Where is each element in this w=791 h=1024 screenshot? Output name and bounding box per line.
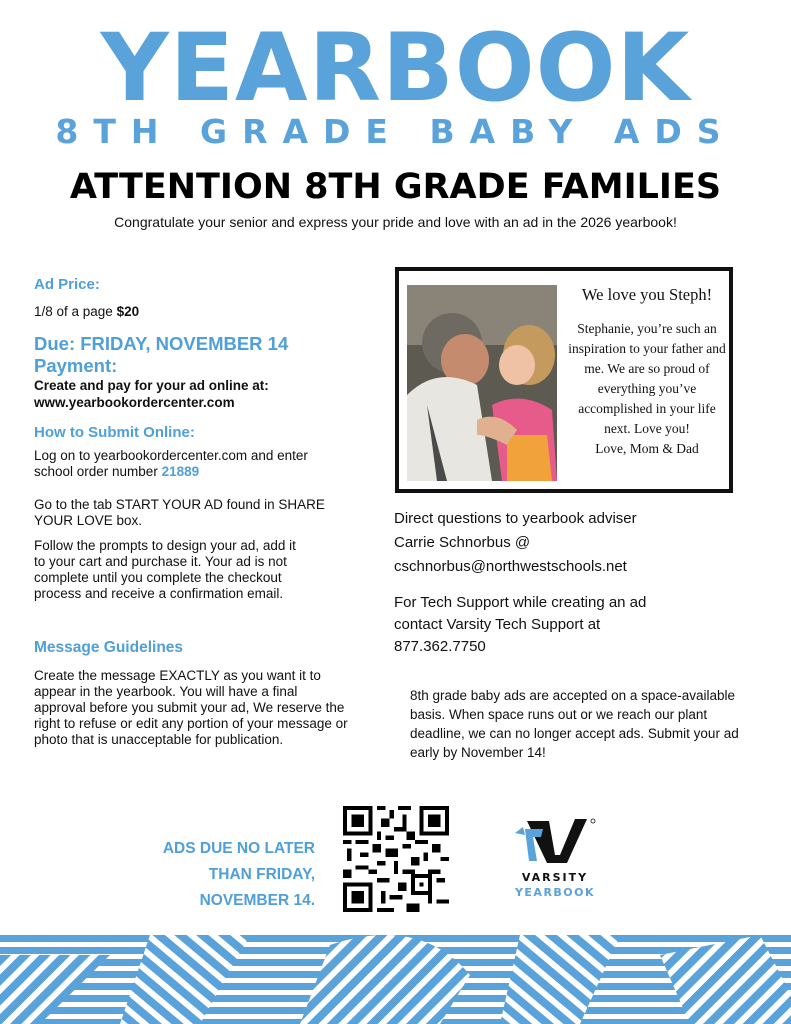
price-text: 1/8 of a page [34, 304, 113, 319]
sample-ad-photo [407, 285, 557, 481]
decorative-stripes [0, 935, 791, 1024]
price-value: $20 [116, 304, 140, 319]
payment-url[interactable]: www.yearbookordercenter.com [34, 395, 235, 410]
submit-step-1 [34, 448, 349, 480]
deadline-notice [140, 836, 315, 914]
tech-line-2: contact Varsity Tech Support at [394, 616, 601, 633]
attention-heading: ATTENTION 8TH GRADE FAMILIES [69, 167, 722, 207]
deadline-line-1: ADS DUE NO LATER [162, 840, 315, 857]
price-heading: Ad Price: [34, 276, 100, 293]
plant-deadline-note: 8th grade baby ads are accepted on a space-available basis. When space runs out or we reach our plant deadline, we can no longer accept ads. Submit your ad early by November 14! [410, 688, 739, 760]
due-date: Due: FRIDAY, NOVEMBER 14 [34, 333, 289, 354]
guidelines-heading: Message Guidelines [34, 639, 184, 656]
questions-block [394, 508, 734, 578]
price-line [34, 304, 354, 320]
tagline: Congratulate your senior and express your pride and love with an ad in the 2026 yearbook! [114, 214, 677, 230]
deadline-line-2: THAN FRIDAY, [208, 866, 315, 883]
payment-heading: Payment: [34, 355, 118, 376]
payment-instructions [34, 377, 354, 411]
submit-step-3: Follow the prompts to design your ad, add it to your cart and purchase it. Your ad is not complete until you complete the checkout process and receive a confirmation email. [34, 538, 296, 601]
page-title: YEARBOOK [100, 14, 691, 123]
submit-step-1-text: Log on to yearbookordercenter.com and enter school order number [34, 448, 308, 479]
sample-ad [395, 267, 733, 493]
sample-ad-message [565, 285, 729, 459]
deadline-line-3: NOVEMBER 14. [199, 892, 315, 909]
page-subtitle: 8TH GRADE BABY ADS [55, 112, 736, 151]
sample-ad-body: Stephanie, you’re such an inspiration to your father and me. We are so proud of everything you’ve accomplished in your life next. Love you! [568, 321, 726, 436]
tech-phone[interactable]: 877.362.7750 [394, 638, 486, 655]
sample-ad-headline: We love you Steph! [581, 285, 713, 304]
logo-word-yearbook: YEARBOOK [514, 886, 596, 899]
guidelines-text: Create the message EXACTLY as you want it to appear in the yearbook. You will have a final approval before you submit your ad, We reserve the right to refuse or edit any portion of your message or photo that is unacceptable for publication. [34, 668, 348, 747]
adviser-name: Carrie Schnorbus @ [394, 534, 531, 551]
questions-line: Direct questions to yearbook adviser [394, 510, 637, 527]
submit-heading: How to Submit Online: [34, 424, 195, 441]
photo-illustration [407, 285, 557, 481]
qr-code-icon[interactable] [343, 806, 449, 912]
logo-word-varsity: VARSITY [521, 871, 589, 884]
submit-step-2: Go to the tab START YOUR AD found in SHARE YOUR LOVE box. [34, 497, 325, 528]
varsity-logo-icon [505, 815, 605, 867]
adviser-email[interactable]: cschnorbus@northwestschools.net [394, 558, 627, 575]
tech-line-1: For Tech Support while creating an ad [394, 594, 647, 611]
payment-line: Create and pay for your ad online at: [34, 378, 269, 393]
sample-ad-signoff: Love, Mom & Dad [595, 441, 699, 456]
order-number: 21889 [161, 464, 200, 479]
varsity-yearbook-logo [505, 815, 605, 905]
tech-support-block [394, 592, 734, 658]
